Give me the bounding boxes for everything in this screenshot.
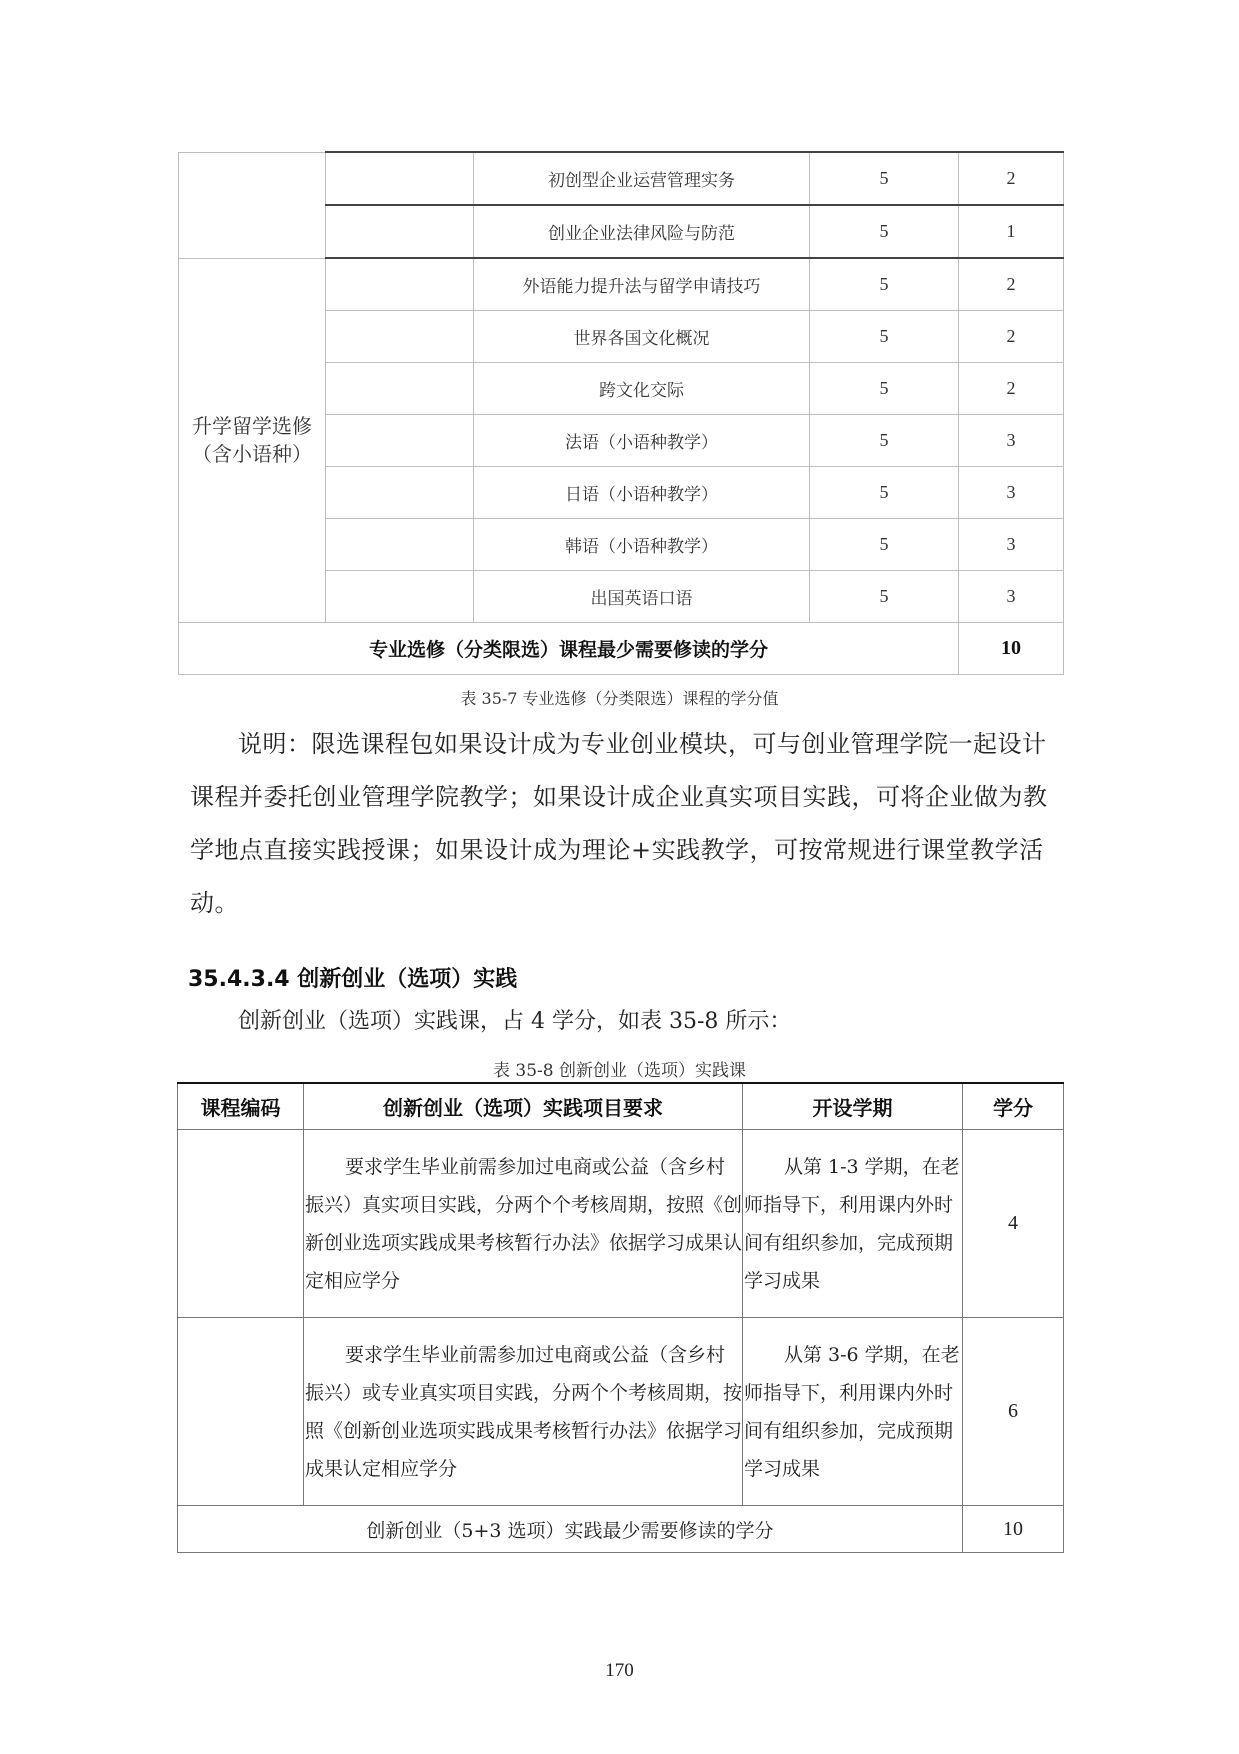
credit-value: 3	[959, 415, 1064, 467]
hours-value: 5	[810, 519, 959, 571]
hours-value: 5	[810, 311, 959, 363]
group-label-line1: 升学留学选修	[192, 414, 312, 439]
course-name: 跨文化交际	[474, 363, 810, 415]
course-code	[178, 1130, 304, 1318]
subgroup-cell	[326, 152, 474, 205]
table-35-7	[178, 151, 1064, 675]
term-text: 从第 1-3 学期，在老师指导下，利用课内外时间有组织参加，完成预期学习成果	[744, 1155, 960, 1292]
course-name: 外语能力提升法与留学申请技巧	[474, 258, 810, 311]
credit-value: 3	[959, 571, 1064, 623]
subgroup-cell	[326, 571, 474, 623]
note-paragraph: 说明：限选课程包如果设计成为专业创业模块，可与创业管理学院一起设计课程并委托创业管理学院教学；如果设计成企业真实项目实践，可将企业做为教学地点直接实践授课；如果设计成为理论+实践教学，可按常规进行课堂教学活动。	[190, 730, 1048, 917]
hours-value: 5	[810, 363, 959, 415]
requirement-cell	[304, 1130, 743, 1318]
subgroup-cell	[326, 363, 474, 415]
term-cell	[743, 1318, 963, 1506]
page-number: 170	[605, 1660, 634, 1681]
group-label	[179, 258, 326, 623]
requirement-cell	[304, 1318, 743, 1506]
table-caption: 表 35-7 专业选修（分类限选）课程的学分值	[460, 689, 779, 708]
course-name: 初创型企业运营管理实务	[474, 152, 810, 205]
credit-value: 4	[963, 1130, 1064, 1318]
credit-value: 3	[959, 519, 1064, 571]
header-requirement: 创新创业（选项）实践项目要求	[304, 1083, 743, 1130]
table-row	[179, 152, 1064, 205]
course-name: 韩语（小语种教学）	[474, 519, 810, 571]
summary-value: 10	[959, 623, 1064, 675]
hours-value: 5	[810, 415, 959, 467]
table-row	[178, 1318, 1064, 1506]
header-credits: 学分	[963, 1083, 1064, 1130]
summary-label: 创新创业（5+3 选项）实践最少需要修读的学分	[178, 1506, 963, 1553]
hours-value: 5	[810, 205, 959, 258]
hours-value: 5	[810, 152, 959, 205]
term-cell	[743, 1130, 963, 1318]
table-row	[178, 1130, 1064, 1318]
hours-value: 5	[810, 258, 959, 311]
credit-value: 2	[959, 363, 1064, 415]
subgroup-cell	[326, 258, 474, 311]
subgroup-cell	[326, 415, 474, 467]
summary-label: 专业选修（分类限选）课程最少需要修读的学分	[179, 623, 959, 675]
credit-value: 6	[963, 1318, 1064, 1506]
hours-value: 5	[810, 467, 959, 519]
requirement-text: 要求学生毕业前需参加过电商或公益（含乡村振兴）或专业真实项目实践，分两个个考核周期，按照《创新创业选项实践成果考核暂行办法》依据学习成果认定相应学分	[305, 1343, 743, 1480]
course-code	[178, 1318, 304, 1506]
term-text: 从第 3-6 学期，在老师指导下，利用课内外时间有组织参加，完成预期学习成果	[744, 1343, 960, 1480]
course-name: 创业企业法律风险与防范	[474, 205, 810, 258]
course-name: 出国英语口语	[474, 571, 810, 623]
subgroup-cell	[326, 205, 474, 258]
course-name: 法语（小语种教学）	[474, 415, 810, 467]
summary-row	[178, 1506, 1064, 1553]
group-label-line2: （含小语种）	[192, 442, 312, 467]
subgroup-cell	[326, 311, 474, 363]
course-name: 世界各国文化概况	[474, 311, 810, 363]
credit-value: 2	[959, 152, 1064, 205]
section-heading: 35.4.3.4 创新创业（选项）实践	[188, 967, 518, 992]
table-35-8	[177, 1082, 1064, 1553]
group-cell-empty	[179, 152, 326, 258]
subgroup-cell	[326, 467, 474, 519]
table-header-row	[178, 1083, 1064, 1130]
section-intro: 创新创业（选项）实践课，占 4 学分，如表 35-8 所示：	[238, 1009, 792, 1034]
course-name: 日语（小语种教学）	[474, 467, 810, 519]
requirement-text: 要求学生毕业前需参加过电商或公益（含乡村振兴）真实项目实践，分两个个考核周期，按照《创新创业选项实践成果考核暂行办法》依据学习成果认定相应学分	[305, 1155, 743, 1292]
header-term: 开设学期	[743, 1083, 963, 1130]
hours-value: 5	[810, 571, 959, 623]
header-course-code: 课程编码	[178, 1083, 304, 1130]
summary-row	[179, 623, 1064, 675]
credit-value: 2	[959, 311, 1064, 363]
credit-value: 1	[959, 205, 1064, 258]
credit-value: 2	[959, 258, 1064, 311]
table-row	[179, 258, 1064, 311]
table-caption: 表 35-8 创新创业（选项）实践课	[493, 1061, 746, 1081]
subgroup-cell	[326, 519, 474, 571]
credit-value: 3	[959, 467, 1064, 519]
summary-value: 10	[963, 1506, 1064, 1553]
